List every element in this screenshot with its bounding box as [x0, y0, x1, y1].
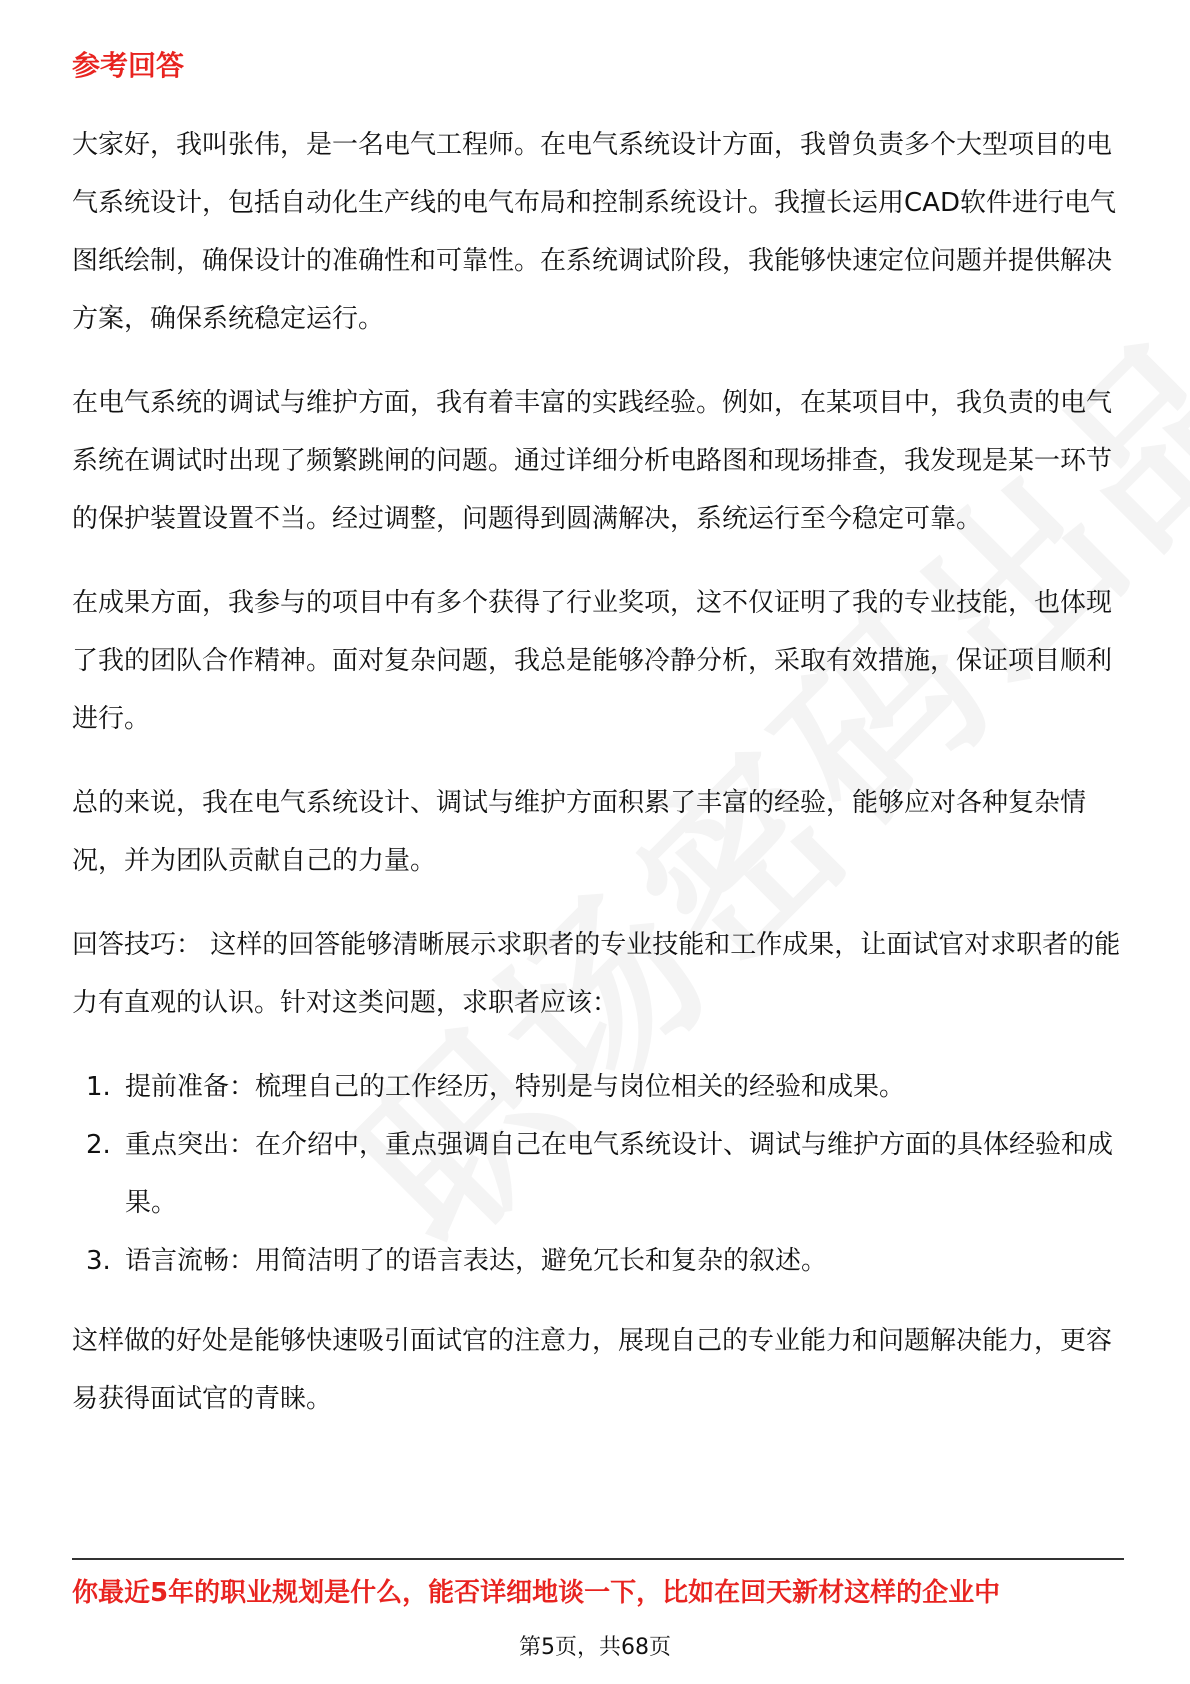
section-title: 参考回答 [72, 49, 185, 82]
tips-list-item [72, 1116, 1122, 1232]
closing-paragraph: 这样做的好处是能够快速吸引面试官的注意力，展现自己的专业能力和问题解决能力，更容易获得面试官的青睐。 [72, 1326, 1113, 1414]
tips-list-item [72, 1058, 1122, 1116]
tips-item-text: 重点突出：在介绍中，重点强调自己在电气系统设计、调试与维护方面的具体经验和成果。 [125, 1130, 1114, 1218]
answer-paragraph: 在电气系统的调试与维护方面，我有着丰富的实践经验。例如，在某项目中，我负责的电气系统在调试时出现了频繁跳闸的问题。通过详细分析电路图和现场排查，我发现是某一环节的保护装置设置不当。经过调整，问题得到圆满解决，系统运行至今稳定可靠。 [72, 388, 1113, 534]
tips-item-number: 1. [86, 1072, 111, 1102]
answer-content [72, 116, 1122, 1454]
tips-item-text: 提前准备：梳理自己的工作经历，特别是与岗位相关的经验和成果。 [125, 1072, 906, 1102]
divider [72, 1558, 1124, 1560]
page-number: 第5页，共68页 [519, 1635, 671, 1660]
tips-item-text: 语言流畅：用简洁明了的语言表达，避免冗长和复杂的叙述。 [125, 1246, 828, 1276]
answer-paragraph: 总的来说，我在电气系统设计、调试与维护方面积累了丰富的经验，能够应对各种复杂情况，并为团队贡献自己的力量。 [72, 788, 1087, 876]
next-question-heading: 你最近5年的职业规划是什么，能否详细地谈一下，比如在回天新材这样的企业中 [72, 1578, 1001, 1608]
answer-paragraph: 在成果方面，我参与的项目中有多个获得了行业奖项，这不仅证明了我的专业技能，也体现了我的团队合作精神。面对复杂问题，我总是能够冷静分析，采取有效措施，保证项目顺利进行。 [72, 588, 1113, 734]
tips-list-item [72, 1232, 1122, 1290]
tips-list [72, 1058, 1122, 1290]
tips-intro: 回答技巧： 这样的回答能够清晰展示求职者的专业技能和工作成果，让面试官对求职者的能力有直观的认识。针对这类问题，求职者应该： [72, 930, 1121, 1018]
tips-item-number: 2. [86, 1130, 111, 1160]
tips-item-number: 3. [86, 1246, 111, 1276]
answer-paragraph: 大家好，我叫张伟，是一名电气工程师。在电气系统设计方面，我曾负责多个大型项目的电气系统设计，包括自动化生产线的电气布局和控制系统设计。我擅长运用CAD软件进行电气图纸绘制，确保设计的准确性和可靠性。在系统调试阶段，我能够快速定位问题并提供解决方案，确保系统稳定运行。 [72, 130, 1116, 334]
